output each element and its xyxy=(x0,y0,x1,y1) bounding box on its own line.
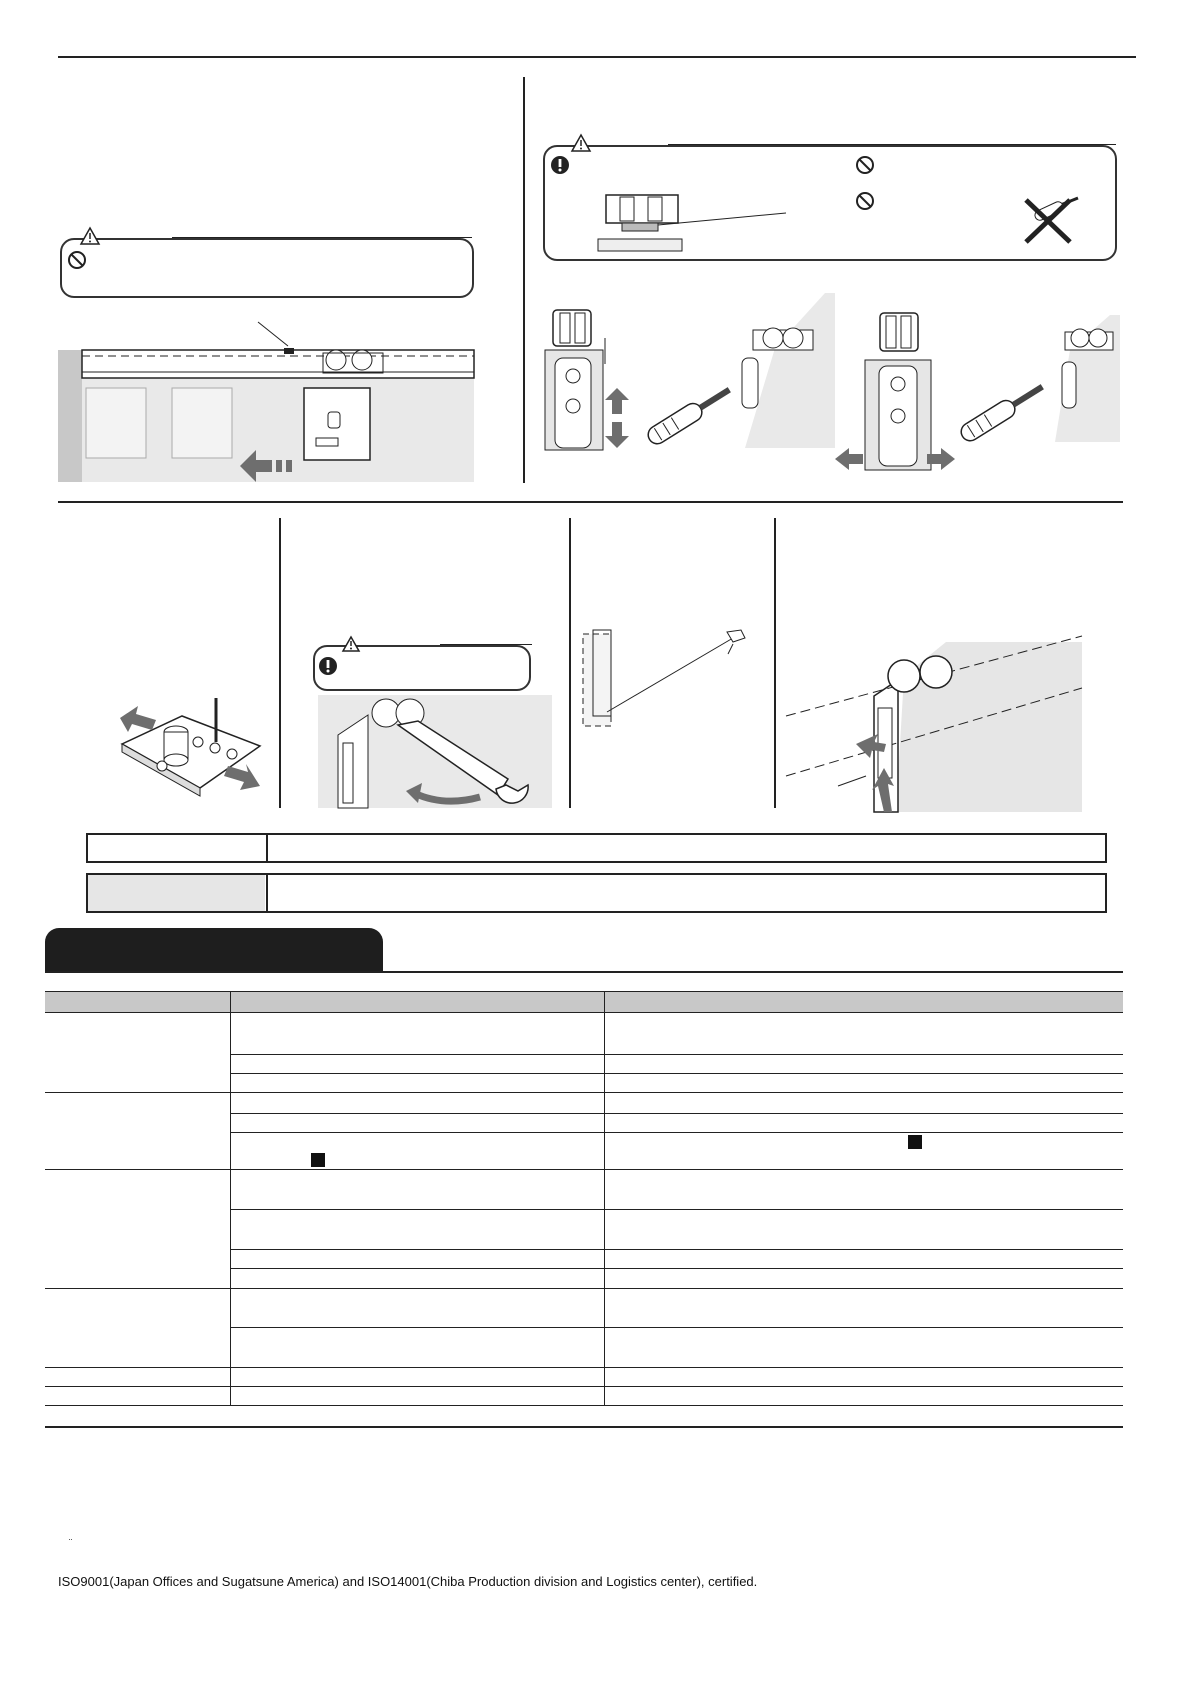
header-cell xyxy=(604,992,1123,1013)
column-divider-3 xyxy=(774,518,776,808)
table-cell xyxy=(45,1093,230,1170)
table-cell xyxy=(45,1368,230,1387)
table-cell xyxy=(45,1013,230,1093)
note-box-2-label-cell xyxy=(88,875,265,911)
table-row xyxy=(45,1387,1123,1406)
table-cell xyxy=(45,1387,230,1406)
iso-certification-text: ISO9001(Japan Offices and Sugatsune America) and ISO14001(Chiba Production division and Logistics center), certified. xyxy=(58,1574,758,1589)
table-row xyxy=(45,1013,1123,1055)
section-divider-top xyxy=(523,77,525,483)
screwdriver-icon xyxy=(642,368,742,458)
column-divider-2 xyxy=(569,518,571,808)
table-cell xyxy=(604,1269,1123,1289)
section-heading-rule xyxy=(45,971,1123,973)
exclamation-icon xyxy=(318,656,338,676)
table-cell xyxy=(604,1170,1123,1210)
table-cell xyxy=(230,1114,604,1133)
note-box-1 xyxy=(86,833,1107,863)
no-screwdriver-icon xyxy=(1020,196,1090,254)
table-header-row xyxy=(45,992,1123,1013)
table-cell xyxy=(45,1289,230,1368)
wrench-illustration xyxy=(318,695,552,808)
table-cell xyxy=(604,1074,1123,1093)
exclamation-icon xyxy=(550,155,570,175)
table-cell xyxy=(230,1368,604,1387)
table-cell xyxy=(230,1250,604,1269)
table-row xyxy=(45,1289,1123,1328)
table-cell xyxy=(230,1328,604,1368)
stopper-string-illustration xyxy=(583,630,753,730)
column-divider-1 xyxy=(279,518,281,808)
table-cell xyxy=(604,1055,1123,1074)
table-cell xyxy=(230,1074,604,1093)
header-cell xyxy=(230,992,604,1013)
table-row xyxy=(45,1170,1123,1210)
table-cell xyxy=(230,1093,604,1114)
middle-rule xyxy=(58,501,1123,503)
caution-line-left xyxy=(172,237,472,238)
table-cell xyxy=(230,1055,604,1074)
screwdriver-icon xyxy=(955,365,1055,455)
table-row xyxy=(45,1093,1123,1114)
table-cell xyxy=(230,1133,604,1170)
table-cell xyxy=(45,1170,230,1289)
warning-triangle-icon xyxy=(571,134,591,152)
header-cell xyxy=(45,992,230,1013)
caution-box-left xyxy=(60,238,474,298)
warning-triangle-icon xyxy=(80,227,100,245)
table-cell xyxy=(604,1093,1123,1114)
rail-hanger-illustration xyxy=(58,320,474,486)
top-rule xyxy=(58,56,1136,58)
soft-closer-illustration xyxy=(786,636,1082,812)
table-cell xyxy=(604,1289,1123,1328)
troubleshooting-table xyxy=(45,991,1123,1406)
prohibit-icon xyxy=(855,155,875,175)
table-cell xyxy=(604,1387,1123,1406)
table-cell xyxy=(604,1114,1123,1133)
prohibit-icon xyxy=(855,191,875,211)
table-cell xyxy=(604,1250,1123,1269)
table-cell xyxy=(604,1013,1123,1055)
table-cell xyxy=(230,1387,604,1406)
table-cell xyxy=(230,1210,604,1250)
warning-triangle-icon xyxy=(342,636,360,652)
marker-square xyxy=(311,1153,325,1167)
marker-square xyxy=(908,1135,922,1149)
note-box-1-divider xyxy=(266,833,268,863)
table-cell xyxy=(230,1269,604,1289)
table-row xyxy=(45,1368,1123,1387)
footer-mark: ¨ xyxy=(69,1538,73,1549)
caution-line-middle xyxy=(440,644,532,645)
table-cell xyxy=(230,1170,604,1210)
table-cell xyxy=(230,1289,604,1328)
table-cell xyxy=(604,1368,1123,1387)
section-heading-tab xyxy=(45,928,383,972)
table-bottom-rule xyxy=(45,1426,1123,1428)
table-cell xyxy=(230,1013,604,1055)
prohibit-icon xyxy=(67,250,87,270)
guide-plate-illustration xyxy=(120,698,262,798)
caution-line-right xyxy=(668,144,1116,145)
note-box-2-divider xyxy=(266,873,268,913)
hanger-bolt-illustration xyxy=(598,193,788,251)
table-cell xyxy=(604,1133,1123,1170)
table-cell xyxy=(604,1210,1123,1250)
table-cell xyxy=(604,1328,1123,1368)
